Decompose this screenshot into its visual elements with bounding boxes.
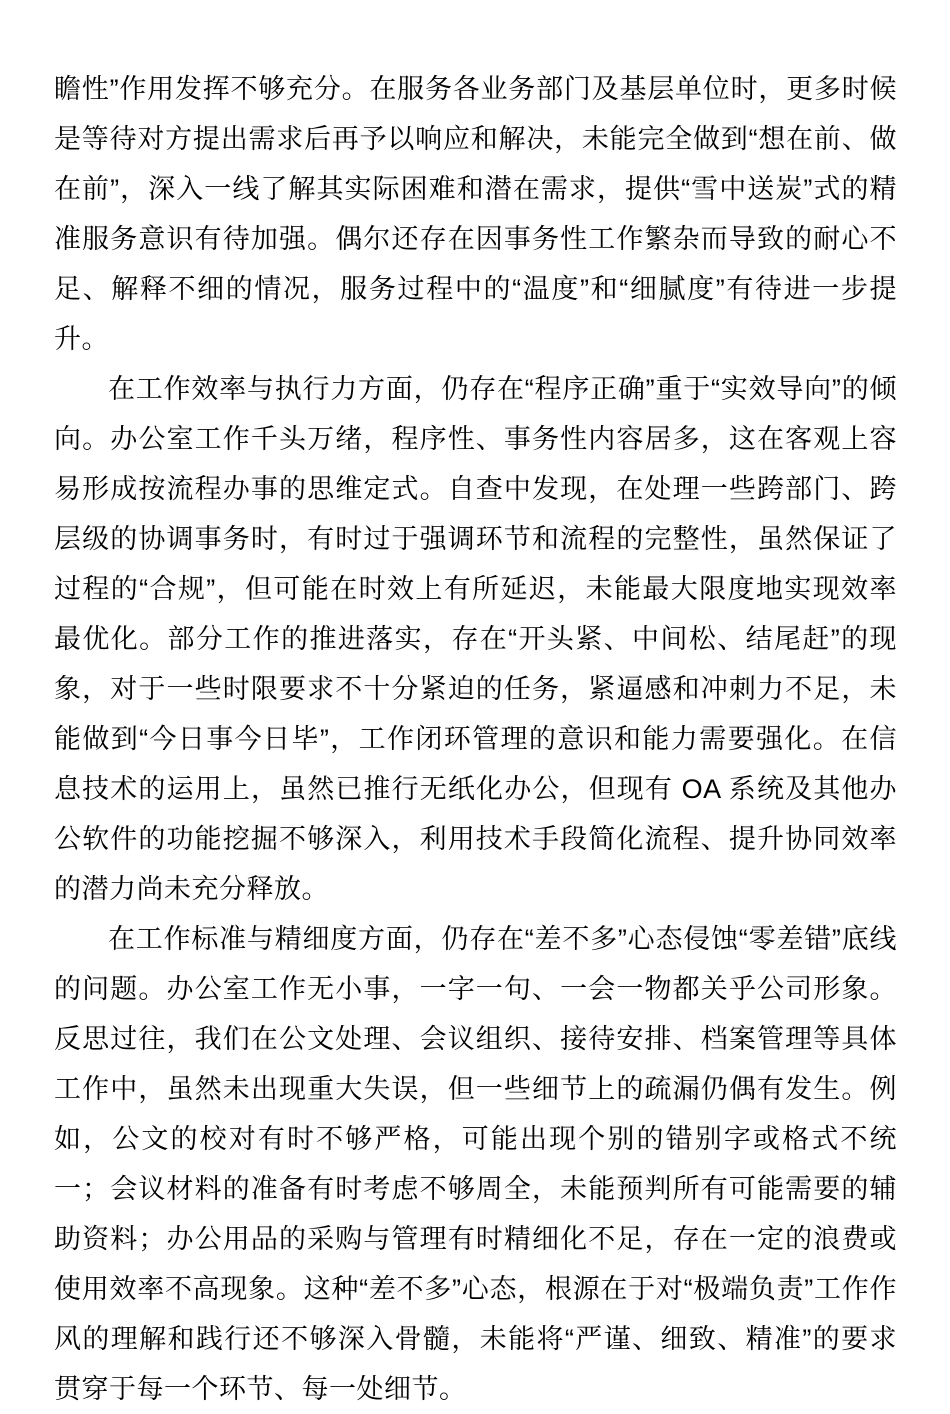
paragraph-service-awareness: 瞻性”作用发挥不够充分。在服务各业务部门及基层单位时，更多时候是等待对方提出需求后再予以响应和解决，未能完全做到“想在前、做在前”，深入一线了解其实际困难和潜在需求，提供“雪中送炭”式的精准服务意识有待加强。偶尔还存在因事务性工作繁杂而导致的耐心不足、解释不细的情况，服务过程中的“温度”和“细腻度”有待进一步提升。 <box>54 74 897 354</box>
paragraph-work-efficiency: 在工作效率与执行力方面，仍存在“程序正确”重于“实效导向”的倾向。办公室工作千头万绪，程序性、事务性内容居多，这在客观上容易形成按流程办事的思维定式。自查中发现，在处理一些跨部门、跨层级的协调事务时，有时过于强调环节和流程的完整性，虽然保证了过程的“合规”，但可能在时效上有所延迟，未能最大限度地实现效率最优化。部分工作的推进落实，存在“开头紧、中间松、结尾赶”的现象，对于一些时限要求不十分紧迫的任务，紧逼感和冲刺力不足，未能做到“今日事今日毕”，工作闭环管理的意识和能力需要强化。在信息技术的运用上，虽然已推行无纸化办公，但现有 OA 系统及其他办公软件的功能挖掘不够深入，利用技术手段简化流程、提升协同效率的潜力尚未充分释放。 <box>54 374 897 904</box>
paragraph-work-standards: 在工作标准与精细度方面，仍存在“差不多”心态侵蚀“零差错”底线的问题。办公室工作无小事，一字一句、一会一物都关乎公司形象。反思过往，我们在公文处理、会议组织、接待安排、档案管理等具体工作中，虽然未出现重大失误，但一些细节上的疏漏仍偶有发生。例如，公文的校对有时不够严格，可能出现个别的错别字或格式不统一；会议材料的准备有时考虑不够周全，未能预判所有可能需要的辅助资料；办公用品的采购与管理有时精细化不足，存在一定的浪费或使用效率不高现象。这种“差不多”心态，根源在于对“极端负责”工作作风的理解和践行还不够深入骨髓，未能将“严谨、细致、精准”的要求贯穿于每一个环节、每一处细节。 <box>54 924 897 1404</box>
